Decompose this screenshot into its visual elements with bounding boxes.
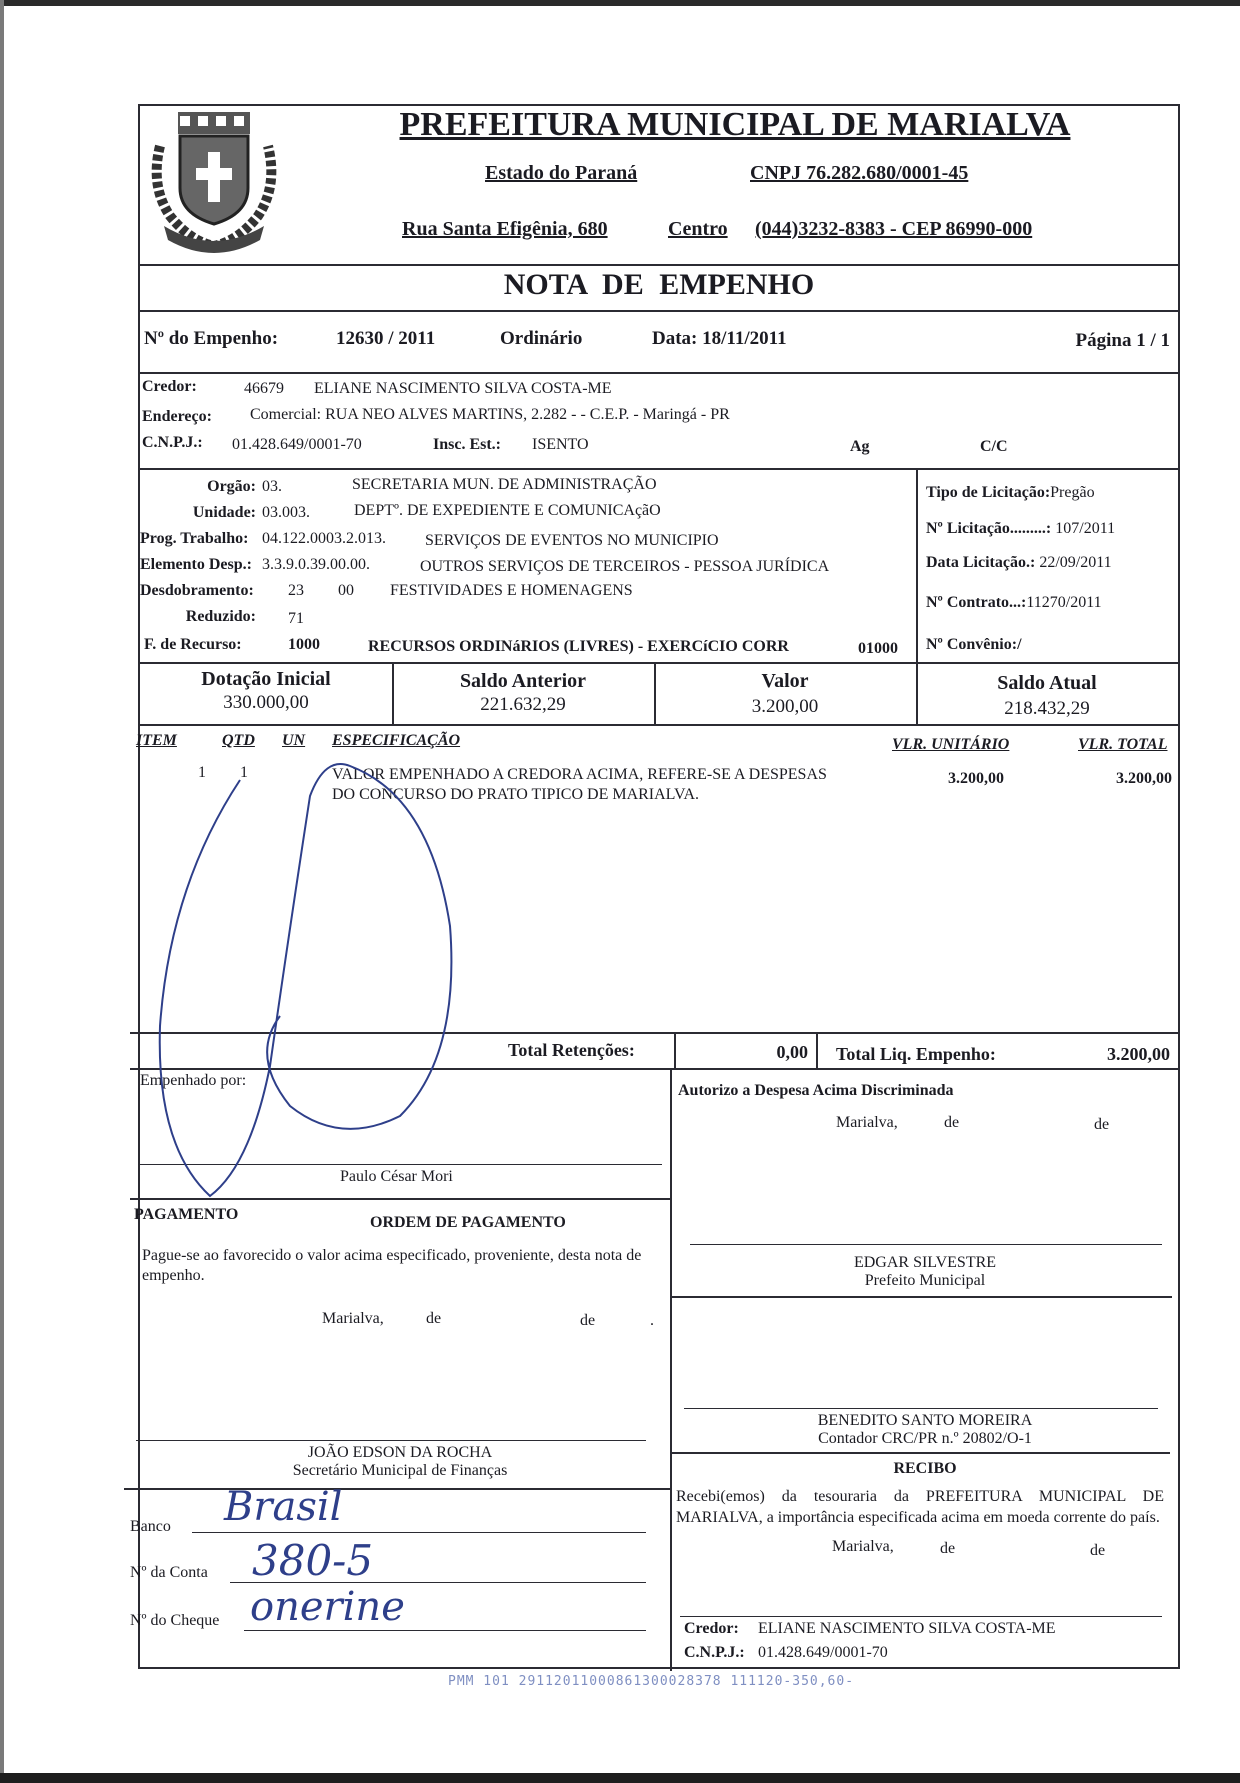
desdobramento-b: 00	[338, 582, 354, 599]
signature-line	[136, 1440, 646, 1441]
credor-label: Credor:	[142, 378, 197, 395]
saldo-anterior-value: 221.632,29	[480, 694, 566, 715]
recibo-date-de2: de	[1090, 1542, 1106, 1559]
item-spec-line2: DO CONCURSO DO PRATO TIPICO DE MARIALVA.	[332, 786, 700, 803]
autorizo-date-de2: de	[1094, 1116, 1110, 1133]
prog-code: 04.122.0003.2.013.	[262, 530, 386, 547]
header-state: Estado do Paraná	[485, 162, 638, 184]
licitacao-date-label: Data Licitação.:	[926, 554, 1036, 571]
signature-line	[684, 1408, 1158, 1409]
agency-label: Ag	[850, 438, 870, 455]
elemento-name: OUTROS SERVIÇOS DE TERCEIROS - PESSOA JURÍDICA	[420, 558, 830, 575]
ordem-date-dot: .	[650, 1312, 654, 1329]
convenio-label: Nº Convênio:/	[926, 636, 1022, 653]
ordem-pagamento-label: ORDEM DE PAGAMENTO	[370, 1214, 566, 1231]
autorizo-label: Autorizo a Despesa Acima Discriminada	[678, 1082, 954, 1099]
account-label: C/C	[980, 438, 1008, 455]
rule	[140, 372, 1178, 374]
licitacao-number-value: 107/2011	[1055, 520, 1116, 537]
recibo-credor-label: Credor:	[684, 1620, 739, 1637]
licitacao-number-label: Nº Licitação.........:	[926, 520, 1052, 537]
cnpj-value: 01.428.649/0001-70	[232, 436, 362, 453]
recibo-credor-name: ELIANE NASCIMENTO SILVA COSTA-ME	[758, 1620, 1056, 1637]
tipo-licitacao-label: Tipo de Licitação:	[926, 484, 1051, 501]
ordem-date-de2: de	[580, 1312, 596, 1329]
empenho-number-label: Nº do Empenho:	[144, 328, 279, 349]
item-unit-value: 3.200,00	[948, 770, 1004, 787]
prefeito-role: Prefeito Municipal	[864, 1272, 986, 1289]
recibo-title: RECIBO	[893, 1460, 957, 1477]
header-street: Rua Santa Efigênia, 680	[402, 218, 608, 240]
header-district: Centro	[668, 218, 728, 240]
secretario-name: JOÃO EDSON DA ROCHA	[307, 1444, 493, 1461]
cnpj-label: C.N.P.J.:	[142, 434, 203, 451]
tipo-licitacao-value: Pregão	[1050, 484, 1095, 501]
prog-label: Prog. Trabalho:	[140, 530, 249, 547]
contrato-value: 11270/2011	[1026, 594, 1102, 611]
dotacao-label: Dotação Inicial	[201, 668, 331, 690]
prefeito-name: EDGAR SILVESTRE	[853, 1254, 997, 1271]
empenho-page: Página 1 / 1	[1075, 330, 1170, 351]
rule	[916, 468, 918, 662]
licitacao-date-value: 22/09/2011	[1039, 554, 1112, 571]
empenho-number: 12630 / 2011	[336, 328, 436, 349]
orgao-name: SECRETARIA MUN. DE ADMINISTRAÇÃO	[352, 476, 657, 493]
un-column-header: UN	[282, 732, 306, 749]
item-total-value: 3.200,00	[1116, 770, 1172, 787]
saldo-anterior-label: Saldo Anterior	[459, 670, 587, 692]
credor-name: ELIANE NASCIMENTO SILVA COSTA-ME	[314, 380, 612, 397]
ordem-date-city: Marialva,	[322, 1310, 384, 1327]
qtd-column-header: QTD	[222, 732, 255, 749]
orgao-label: Orgão:	[207, 478, 256, 495]
scan-edge-left	[0, 0, 4, 1783]
rule	[670, 1068, 672, 1671]
recibo-cnpj-label: C.N.P.J.:	[684, 1644, 745, 1661]
desdobramento-label: Desdobramento:	[140, 582, 254, 599]
rule	[674, 1032, 676, 1068]
rule	[124, 1488, 670, 1490]
doc-title: NOTA DE EMPENHO	[503, 268, 815, 301]
recibo-date-de1: de	[940, 1540, 956, 1557]
item-column-header: ITEM	[136, 732, 177, 749]
rule	[140, 310, 1178, 312]
rule	[140, 264, 1178, 266]
footer-stamp: PMM 101 29112011000861300028378 111120-350,60-	[448, 1674, 855, 1689]
ordem-date-de1: de	[426, 1310, 442, 1327]
pague-se-text: Pague-se ao favorecido o valor acima especificado, proveniente, desta nota de empenho.	[142, 1247, 642, 1284]
elemento-code: 3.3.9.0.39.00.00.	[262, 556, 370, 573]
banco-line	[192, 1532, 646, 1533]
unit-value-column-header: VLR. UNITÁRIO	[892, 736, 1010, 753]
recibo-text: Recebi(emos) da tesouraria da PREFEITURA MUNICIPAL DE MARIALVA, a importância especificada acima em moeda corrente do país.	[676, 1488, 1164, 1526]
banco-label: Banco	[130, 1518, 171, 1535]
item-number: 1	[198, 764, 206, 781]
credor-code: 46679	[244, 380, 284, 397]
desdobramento-a: 23	[288, 582, 304, 599]
recurso-name: RECURSOS ORDINáRIOS (LIVRES) - EXERCíCIO CORR	[368, 638, 789, 655]
recibo-date-city: Marialva,	[832, 1538, 894, 1555]
rule	[140, 662, 1178, 664]
secretario-role: Secretário Municipal de Finanças	[292, 1462, 508, 1479]
cheque-handwriting: onerine	[250, 1584, 405, 1630]
reduzido-label: Reduzido:	[185, 608, 256, 625]
recibo-cnpj-value: 01.428.649/0001-70	[758, 1644, 888, 1661]
saldo-atual-value: 218.432,29	[1004, 698, 1090, 719]
insc-value: ISENTO	[532, 436, 589, 453]
recurso-number: 01000	[858, 640, 898, 657]
header-cnpj: CNPJ 76.282.680/0001-45	[750, 162, 969, 184]
unidade-name: DEPTº. DE EXPEDIENTE E COMUNICAçãO	[354, 502, 661, 519]
orgao-code: 03.	[262, 478, 282, 495]
saldo-atual-label: Saldo Atual	[997, 672, 1097, 694]
cheque-line	[244, 1630, 646, 1631]
valor-value: 3.200,00	[751, 696, 819, 717]
unidade-code: 03.003.	[262, 504, 310, 521]
rule	[816, 1032, 818, 1068]
contador-role: Contador CRC/PR n.º 20802/O-1	[818, 1430, 1032, 1447]
signature-line	[690, 1244, 1162, 1245]
coat-of-arms-icon	[140, 106, 288, 256]
cheque-label: Nº do Cheque	[130, 1612, 220, 1629]
rule	[670, 1296, 1172, 1298]
rule	[670, 1452, 1170, 1454]
scan-edge-bottom	[0, 1773, 1240, 1783]
recurso-code: 1000	[288, 636, 320, 653]
contrato-label: Nº Contrato...:	[926, 594, 1027, 611]
unidade-label: Unidade:	[192, 504, 256, 521]
signature-line	[680, 1616, 1162, 1617]
autorizo-date-de1: de	[944, 1114, 960, 1131]
desdobramento-name: FESTIVIDADES E HOMENAGENS	[390, 582, 633, 599]
scan-edge-top	[0, 0, 1240, 6]
total-value-column-header: VLR. TOTAL	[1078, 736, 1168, 753]
retencoes-label: Total Retenções:	[508, 1040, 635, 1060]
prog-name: SERVIÇOS DE EVENTOS NO MUNICIPIO	[425, 532, 719, 549]
item-qtd: 1	[240, 764, 248, 781]
banco-handwriting: Brasil	[224, 1484, 343, 1530]
liquido-label: Total Liq. Empenho:	[836, 1044, 996, 1064]
empenhado-por-name: Paulo César Mori	[340, 1168, 453, 1185]
header-title: PREFEITURA MUNICIPAL DE MARIALVA	[399, 106, 1071, 143]
empenho-type: Ordinário	[500, 328, 583, 349]
conta-handwriting: 380-5	[252, 1536, 374, 1585]
elemento-label: Elemento Desp.:	[140, 556, 252, 573]
insc-label: Insc. Est.:	[433, 436, 502, 453]
conta-label: Nº da Conta	[130, 1564, 208, 1581]
rule	[140, 468, 1178, 470]
dotacao-value: 330.000,00	[223, 692, 309, 713]
contador-name: BENEDITO SANTO MOREIRA	[817, 1412, 1033, 1429]
reduzido-value: 71	[288, 610, 304, 627]
nota-de-empenho-form	[130, 104, 1180, 1669]
empenhado-por-label: Empenhado por:	[140, 1072, 247, 1089]
valor-label: Valor	[761, 670, 809, 692]
recurso-label: F. de Recurso:	[144, 636, 242, 653]
address-label: Endereço:	[142, 408, 212, 425]
address-value: Comercial: RUA NEO ALVES MARTINS, 2.282 - - C.E.P. - Maringá - PR	[250, 406, 730, 423]
autorizo-date-city: Marialva,	[836, 1114, 898, 1131]
liquido-value: 3.200,00	[1107, 1044, 1170, 1064]
signature-scribble-icon	[130, 726, 550, 1206]
empenho-date: Data: 18/11/2011	[652, 328, 787, 349]
item-spec-line1: VALOR EMPENHADO A CREDORA ACIMA, REFERE-SE A DESPESAS	[332, 766, 827, 783]
pagamento-label: PAGAMENTO	[134, 1206, 239, 1223]
spec-column-header: ESPECIFICAÇÃO	[332, 732, 461, 749]
header-phone-cep: (044)3232-8383 - CEP 86990-000	[755, 218, 1033, 240]
retencoes-value: 0,00	[776, 1042, 808, 1062]
